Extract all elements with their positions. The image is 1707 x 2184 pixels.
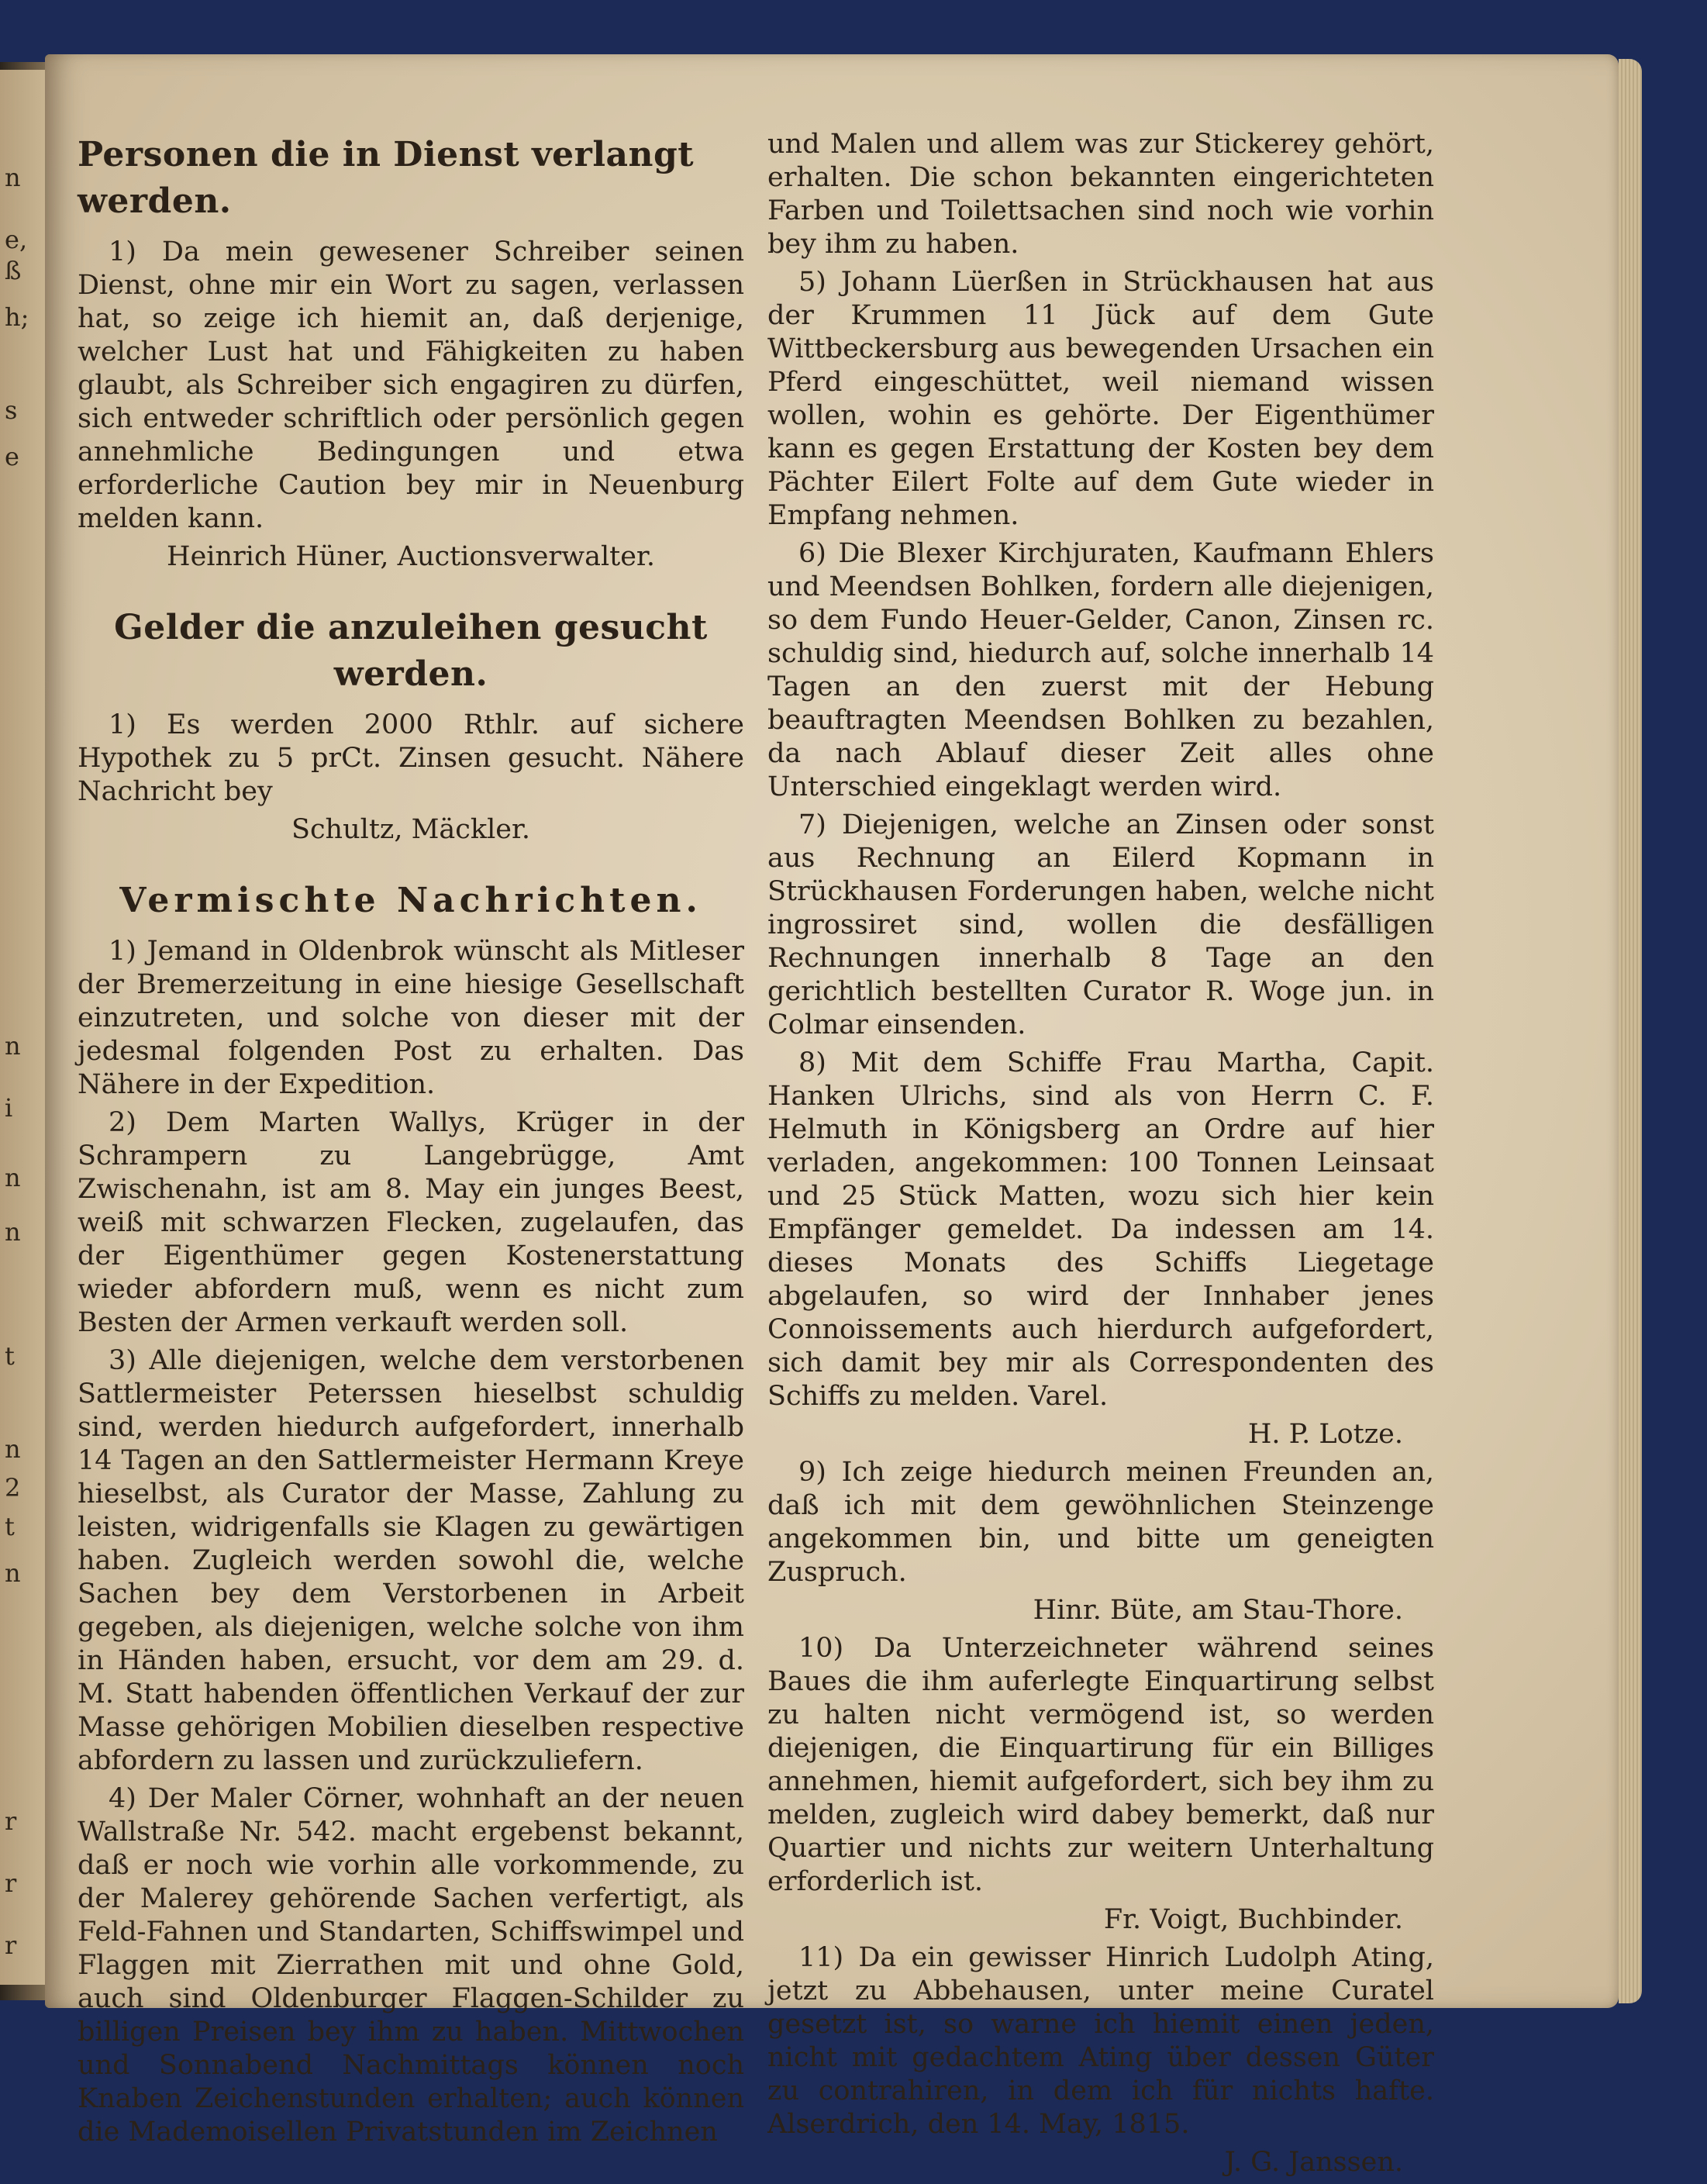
section-heading-loans: Gelder die anzuleihen gesucht werden. (114, 608, 708, 694)
margin-fragment: n (5, 1217, 21, 1247)
margin-fragment: t (5, 1341, 15, 1371)
margin-fragment: i (5, 1093, 13, 1123)
notice-item: 1) Da mein gewesener Schreiber seinen Dienst, ohne mir ein Wort zu sagen, verlassen hat, so zeige ich hiemit an, daß derjenige, welcher Lust hat und Fähigkeiten zu haben glaubt, als Schreiber sich engagiren zu dürfen, sich entweder schriftlich oder persönlich gegen annehmliche Bedingungen und etwa erforderliche Caution bey mir in Neuenburg melden kann. (78, 236, 744, 534)
page-edge (1619, 59, 1642, 2003)
left-page-sliver (0, 70, 49, 1985)
left-column (78, 132, 744, 2154)
margin-fragment: t (5, 1512, 15, 1541)
notice-item: 5) Johann Lüerßen in Strückhausen hat aus der Krummen 11 Jück auf dem Gute Wittbeckersburg aus bewegenden Ursachen ein Pferd eingeschüttet, weil niemand wissen wollen, wohin es gehörte. Der Eigenthümer kann es gegen Erstattung der Kosten bey dem Pächter Eilert Folte auf dem Gute wieder in Empfang nehmen. (767, 267, 1434, 531)
notice-item: 2) Dem Marten Wallys, Krüger in der Schrampern zu Langebrügge, Amt Zwischenahn, ist am 8. May ein junges Beest, weiß mit schwarzen Flecken, zugelaufen, das der Eigenthümer gegen Kostenerstattung wieder abfordern muß, wenn es nicht zum Besten der Armen verkauft werden soll. (78, 1107, 744, 1338)
notice-item: 3) Alle diejenigen, welche dem verstorbenen Sattlermeister Peterssen hieselbst schuldig sind, werden hiedurch aufgefordert, innerhalb 14 Tagen an den Sattlermeister Hermann Kreye hieselbst, als Curator der Masse, Zahlung zu leisten, widrigenfalls sie Klagen zu gewärtigen haben. Zugleich werden sowohl die, welche Sachen bey dem Verstorbenen in Arbeit gegeben, als diejenigen, welche solche von ihm in Händen haben, ersucht, vor dem am 29. d. M. Statt habenden öffentlichen Verkauf der zur Masse gehörigen Mobilien dieselben respective abfordern zu lassen und zurückzuliefern. (78, 1345, 744, 1776)
notice-item: 1) Es werden 2000 Rthlr. auf sichere Hypothek zu 5 prCt. Zinsen gesucht. Nähere Nachricht bey (78, 709, 744, 807)
notice-signature: Hinr. Büte, am Stau-Thore. (1033, 1595, 1403, 1626)
notice-signature: Schultz, Mäckler. (291, 814, 531, 845)
notice-item: 8) Mit dem Schiffe Frau Martha, Capit. Hanken Ulrichs, sind als von Herrn C. F. Helmuth in Königsberg an Ordre auf hier verladen, angekommen: 100 Tonnen Leinsaat und 25 Stück Matten, wozu sich hier kein Empfänger gemeldet. Da indessen am 14. dieses Monats des Schiffs Liegetage abgelaufen, so wird der Innhaber jenes Connoissements auch hierdurch aufgefordert, sich damit bey mir als Correspondenten des Schiffs zu melden. Varel. (767, 1047, 1434, 1412)
margin-fragment: n (5, 1558, 21, 1588)
notice-item: 10) Da Unterzeichneter während seines Baues die ihm auferlegte Einquartirung selbst zu halten nicht vermögend ist, so werden diejenigen, die Einquartirung für ein Billiges annehmen, hiemit aufgefordert, sich bey ihm zu melden, zugleich wird dabey bemerkt, daß nur Quartier und nichts zur weitern Unterhaltung erforderlich ist. (767, 1633, 1434, 1897)
right-column (767, 128, 1434, 2184)
notice-continuation: und Malen und allem was zur Stickerey gehört, erhalten. Die schon bekannten eingerichteten Farben und Toilettsachen sind noch wie vorhin bey ihm zu haben. (767, 129, 1434, 260)
notice-item: 7) Diejenigen, welche an Zinsen oder sonst aus Rechnung an Eilerd Kopmann in Strückhausen Forderungen haben, welche nicht ingrossiret sind, wollen die desfälligen Rechnungen innerhalb 8 Tage an den gerichtlich bestellten Curator R. Woge jun. in Colmar einsenden. (767, 809, 1434, 1040)
section-heading-personnel: Personen die in Dienst verlangt werden. (78, 135, 695, 221)
margin-fragment: n (5, 1031, 21, 1061)
notice-item: 6) Die Blexer Kirchjuraten, Kaufmann Ehlers und Meendsen Bohlken, fordern alle diejenigen, so dem Fundo Heuer-Gelder, Canon, Zinsen rc. schuldig sind, hiedurch auf, solche innerhalb 14 Tagen an den zuerst mit der Hebung beauftragten Meendsen Bohlken zu bezahlen, da nach Ablauf dieser Zeit alles ohne Unterschied eingeklagt werden wird. (767, 538, 1434, 802)
notice-item: 11) Da ein gewisser Hinrich Ludolph Ating, jetzt zu Abbehausen, unter meine Curatel gesetzt ist, so warne ich hiemit einen jeden, nicht mit gedachtem Ating über dessen Güter zu contrahiren, in dem ich für nichts hafte. Alserdrich, den 14. May, 1815. (767, 1942, 1434, 2140)
margin-fragment: n (5, 1434, 21, 1464)
notice-item: 9) Ich zeige hiedurch meinen Freunden an, daß ich mit dem gewöhnlichen Steinzenge angekommen bin, und bitte um geneigten Zuspruch. (767, 1457, 1434, 1588)
margin-fragment: h; (5, 302, 29, 332)
margin-fragment: n (5, 1163, 21, 1192)
margin-fragment: e, (5, 225, 28, 254)
notice-item: 4) Der Maler Cörner, wohnhaft an der neuen Wallstraße Nr. 542. macht ergebenst bekannt, daß er noch wie vorhin alle vorkommende, zu der Malerey gehörende Sachen verfertigt, als Feld-Fahnen und Standarten, Schiffswimpel und Flaggen mit Zierrathen mit und ohne Gold, auch sind Oldenburger Flaggen-Schilder zu billigen Preisen bey ihm zu haben. Mittwochen und Sonnabend Nachmittags können noch Knaben Zeichenstunden erhalten; auch können die Mademoisellen Privatstunden im Zeichnen (78, 1783, 744, 2148)
margin-fragment: r (5, 1868, 17, 1898)
notice-signature: Heinrich Hüner, Auctionsverwalter. (167, 541, 655, 572)
margin-fragment: ß (5, 256, 22, 285)
section-heading-misc: Vermischte Nachrichten. (119, 881, 702, 920)
margin-fragment: e (5, 442, 19, 471)
notice-signature: H. P. Lotze. (1247, 1419, 1403, 1450)
margin-fragment: r (5, 1806, 17, 1836)
margin-fragment: s (5, 395, 18, 425)
notice-signature: Fr. Voigt, Buchbinder. (1103, 1904, 1403, 1935)
notice-item: 1) Jemand in Oldenbrok wünscht als Mitleser der Bremerzeitung in eine hiesige Gesellschaft einzutreten, und solche von dieser mit der jedesmal folgenden Post zu erhalten. Das Nähere in der Expedition. (78, 936, 744, 1100)
margin-fragment: n (5, 163, 21, 192)
margin-fragment: r (5, 1930, 17, 1960)
margin-fragment: 2 (5, 1473, 21, 1503)
notice-signature: J. G. Janssen. (1224, 2147, 1403, 2178)
